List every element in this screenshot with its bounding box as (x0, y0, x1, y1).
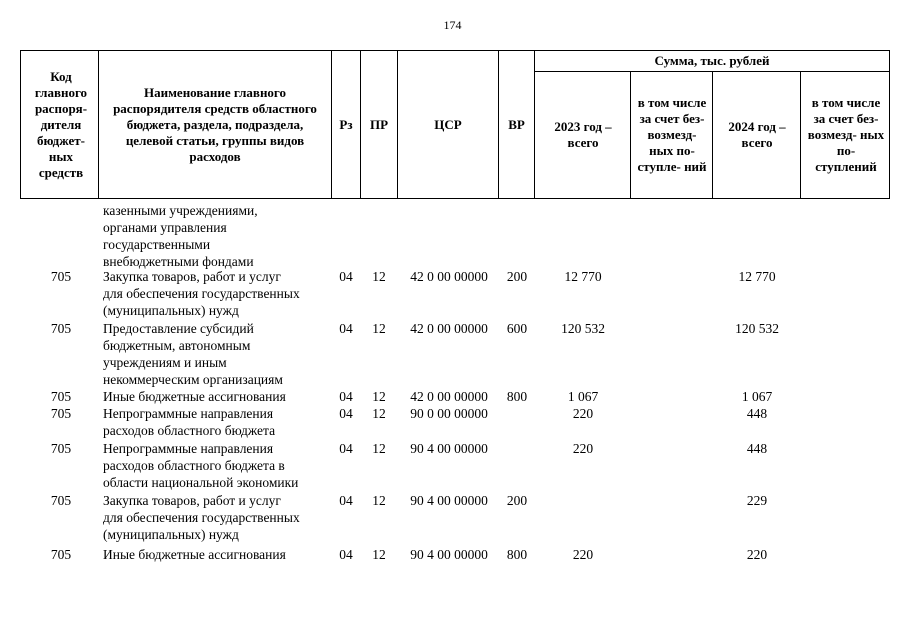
cell-name: Иные бюджетные ассигнования (103, 389, 286, 404)
header-2023-total: 2023 год – всего (554, 119, 612, 150)
cell-2023-total: 220 (572, 547, 594, 562)
cell-vr: 600 (506, 321, 528, 336)
cell-rz: 04 (339, 547, 353, 562)
cell-name: Иные бюджетные ассигнования (103, 547, 286, 562)
cell-pr: 12 (372, 547, 386, 562)
cell-2023-total: 1 067 (567, 389, 599, 404)
cell-2024-total: 448 (746, 406, 768, 421)
cell-2023-total: 220 (572, 441, 594, 456)
table-body (0, 200, 905, 636)
cell-2024-total: 1 067 (741, 389, 773, 404)
cell-pr: 12 (372, 406, 386, 421)
cell-vr: 800 (506, 389, 528, 404)
cell-rz: 04 (339, 406, 353, 421)
cell-name: Предоставление субсидий бюджетным, автономным учреждениям и иным некоммерческим организациям (103, 321, 283, 387)
header-code: Код главного распоря- дителя бюджет- ных средств (34, 68, 88, 180)
header-2023-grants: в том числе за счет без- возмезд- ных по- ступле- ний (637, 95, 707, 174)
header-rz: Рз (339, 116, 353, 132)
header-2024-total: 2024 год – всего (728, 119, 786, 150)
cell-code: 705 (50, 269, 72, 284)
cell-rz: 04 (339, 389, 353, 404)
cell-csr: 90 0 00 00000 (410, 406, 488, 421)
cell-code: 705 (50, 493, 72, 508)
header-vr: ВР (508, 116, 525, 132)
cell-2023-total: 220 (572, 406, 594, 421)
cell-code: 705 (50, 441, 72, 456)
cell-name: Непрограммные направления расходов областного бюджета в области национальной экономики (103, 441, 299, 490)
cell-code: 705 (50, 321, 72, 336)
cell-csr: 42 0 00 00000 (410, 321, 488, 336)
header-csr: ЦСР (434, 116, 462, 132)
cell-name: Непрограммные направления расходов областного бюджета (103, 406, 276, 438)
cell-code: 705 (50, 547, 72, 562)
cell-rz: 04 (339, 493, 353, 508)
cell-rz: 04 (339, 321, 353, 336)
cell-pr: 12 (372, 269, 386, 284)
cell-2024-total: 229 (746, 493, 768, 508)
cell-2024-total: 448 (746, 441, 768, 456)
cell-rz: 04 (339, 441, 353, 456)
cell-pr: 12 (372, 493, 386, 508)
cell-vr: 200 (506, 493, 528, 508)
header-sum: Сумма, тыс. рублей (654, 53, 770, 68)
cell-csr: 90 4 00 00000 (410, 441, 488, 456)
cell-csr: 42 0 00 00000 (410, 269, 488, 284)
page-number: 174 (443, 18, 462, 32)
cell-2023-total: 120 532 (561, 321, 605, 336)
cell-name: Закупка товаров, работ и услуг для обеспечения государственных (муниципальных) нужд (103, 269, 300, 318)
cell-csr: 90 4 00 00000 (410, 547, 488, 562)
cell-2024-total: 220 (746, 547, 768, 562)
cell-2024-total: 120 532 (735, 321, 779, 336)
cell-rz: 04 (339, 269, 353, 284)
cell-pr: 12 (372, 441, 386, 456)
cell-2023-total: 12 770 (564, 269, 602, 284)
cell-csr: 90 4 00 00000 (410, 493, 488, 508)
header-pr: ПР (369, 116, 389, 132)
cell-vr: 200 (506, 269, 528, 284)
cell-name: казенными учреждениями, органами управления государственными внебюджетными фондами (103, 203, 258, 269)
cell-2024-total: 12 770 (738, 269, 776, 284)
table-header (0, 0, 905, 200)
header-2024-grants: в том числе за счет без- возмезд- ных по- ступлений (807, 95, 885, 174)
cell-pr: 12 (372, 389, 386, 404)
cell-code: 705 (50, 406, 72, 421)
cell-csr: 42 0 00 00000 (410, 389, 488, 404)
cell-name: Закупка товаров, работ и услуг для обеспечения государственных (муниципальных) нужд (103, 493, 300, 542)
cell-pr: 12 (372, 321, 386, 336)
cell-vr: 800 (506, 547, 528, 562)
header-name: Наименование главного распорядителя средств областного бюджета, раздела, подраздела, целевой статьи, группы видов расходов (113, 84, 317, 164)
cell-code: 705 (50, 389, 72, 404)
